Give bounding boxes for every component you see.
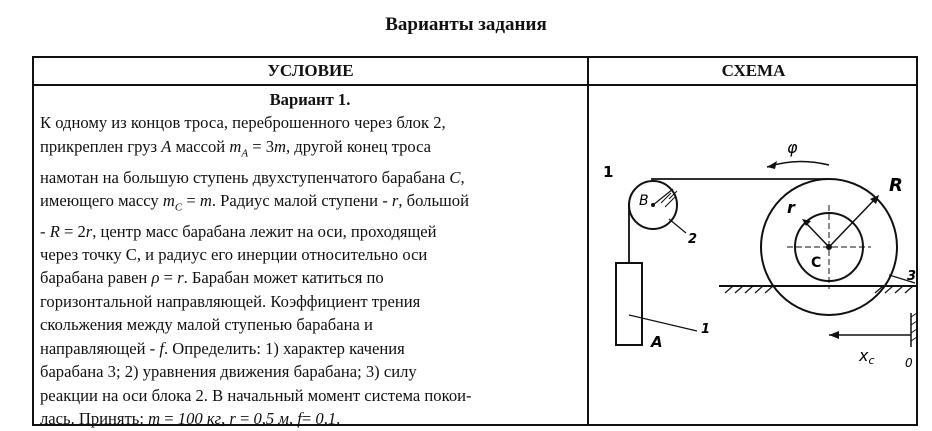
condition-text-run: барабана равен	[40, 268, 152, 288]
condition-line	[40, 243, 580, 266]
condition-header: УСЛОВИЕ	[267, 61, 354, 80]
condition-text-run: f	[297, 408, 302, 428]
condition-text	[40, 111, 580, 430]
label-r: r	[787, 198, 795, 217]
condition-line	[40, 166, 580, 189]
condition-text-run: 0,5 м	[253, 408, 289, 428]
task-table	[32, 56, 918, 426]
condition-line	[40, 360, 580, 383]
condition-text-run: . Барабан может катиться по	[183, 268, 384, 288]
condition-line	[40, 220, 580, 243]
condition-text-run: , центр масс барабана лежит на оси, проходящей	[92, 221, 437, 241]
condition-line	[40, 337, 580, 360]
condition-text-run: A	[241, 147, 249, 160]
condition-cell	[40, 88, 580, 430]
condition-line	[40, 189, 580, 220]
page-title: Варианты задания	[385, 14, 547, 35]
condition-text-run: f	[159, 338, 164, 358]
condition-text-run: =	[301, 408, 316, 428]
label-A: A	[651, 333, 663, 351]
xc-arrowhead	[829, 331, 839, 339]
condition-text-run: . Определить: 1) характер качения	[163, 338, 405, 358]
label-zero: 0	[905, 356, 913, 370]
condition-text-run: К одному из концов троса, переброшенного через блок 2,	[40, 113, 446, 133]
condition-text-run: r	[391, 190, 399, 210]
condition-text-run: прикреплен груз	[40, 136, 162, 156]
condition-text-run: = 2	[59, 221, 86, 241]
condition-text-run: =	[182, 190, 200, 210]
leader-2	[669, 219, 686, 233]
load-A	[616, 263, 642, 345]
condition-text-run: 100 кг	[177, 408, 222, 428]
scheme-header: СХЕМА	[721, 61, 786, 80]
condition-text-run: горизонтальной направляющей. Коэффициент трения	[40, 291, 421, 311]
condition-line	[40, 313, 580, 336]
condition-text-run: ,	[288, 408, 298, 428]
phi-arrowhead	[767, 161, 777, 169]
label-R: R	[889, 175, 903, 196]
condition-line	[40, 384, 580, 407]
condition-text-run: лась. Принять:	[40, 408, 149, 428]
condition-text-run: имеющего массу	[40, 190, 163, 210]
condition-line	[40, 266, 580, 289]
condition-text-run: массой	[171, 136, 230, 156]
block-support-hatching	[661, 191, 677, 207]
condition-text-run: m	[162, 190, 175, 210]
label-1-top: 1	[603, 163, 614, 181]
condition-text-run: барабана 3; 2) уравнения движения барабана; 3) силу	[40, 362, 417, 382]
condition-line	[40, 111, 580, 134]
condition-text-run: ,	[221, 408, 230, 428]
condition-text-run: -	[40, 221, 50, 241]
label-xc: xc	[859, 346, 875, 367]
condition-text-run: m	[274, 136, 286, 156]
label-C: C	[811, 255, 822, 271]
condition-text-run: , большой	[398, 190, 469, 210]
condition-text-run: 0,1	[315, 408, 337, 428]
label-load-number: 1	[701, 322, 711, 337]
condition-text-run: C	[449, 167, 461, 187]
condition-text-run: r	[229, 408, 236, 428]
condition-text-run: m	[229, 136, 242, 156]
condition-text-run: ,	[460, 167, 465, 187]
condition-text-run: ρ	[151, 268, 160, 288]
condition-text-run: A	[161, 136, 172, 156]
label-block-number: 2	[688, 232, 698, 247]
condition-text-run: r	[177, 268, 184, 288]
condition-text-run: . Радиус малой ступени -	[211, 190, 392, 210]
condition-text-run: .	[336, 408, 341, 428]
condition-line	[40, 290, 580, 313]
condition-text-run: = 3	[248, 136, 275, 156]
scheme-cell	[589, 85, 918, 426]
origin-hatching	[911, 313, 917, 341]
condition-text-run: реакции на оси блока 2. В начальный момент система покои-	[40, 385, 472, 405]
condition-text-run: намотан на большую ступень двухступенчатого барабана	[40, 167, 450, 187]
label-B: B	[639, 193, 649, 209]
radius-R-line	[829, 198, 876, 247]
condition-text-run: направляющей -	[40, 338, 160, 358]
condition-text-run: , другой конец троса	[286, 136, 432, 156]
condition-text-run: m	[199, 190, 212, 210]
leader-1-bottom	[629, 315, 697, 331]
condition-line	[40, 135, 580, 166]
label-drum-number: 3	[907, 269, 917, 284]
condition-text-run: =	[235, 408, 254, 428]
mechanism-diagram	[589, 85, 918, 426]
condition-text-run: C	[174, 201, 183, 214]
condition-text-run: r	[85, 221, 93, 241]
condition-text-run: через точку С, и радиус его инерции относительно оси	[40, 245, 428, 265]
condition-text-run: =	[160, 408, 178, 428]
condition-text-run: =	[159, 268, 178, 288]
condition-text-run: скольжения между малой ступенью барабана и	[40, 315, 373, 335]
radius-r-line	[806, 223, 829, 247]
condition-text-run: m	[148, 408, 161, 428]
condition-text-run: R	[49, 221, 60, 241]
label-phi: φ	[787, 138, 798, 157]
variant-title: Вариант 1.	[269, 90, 351, 109]
